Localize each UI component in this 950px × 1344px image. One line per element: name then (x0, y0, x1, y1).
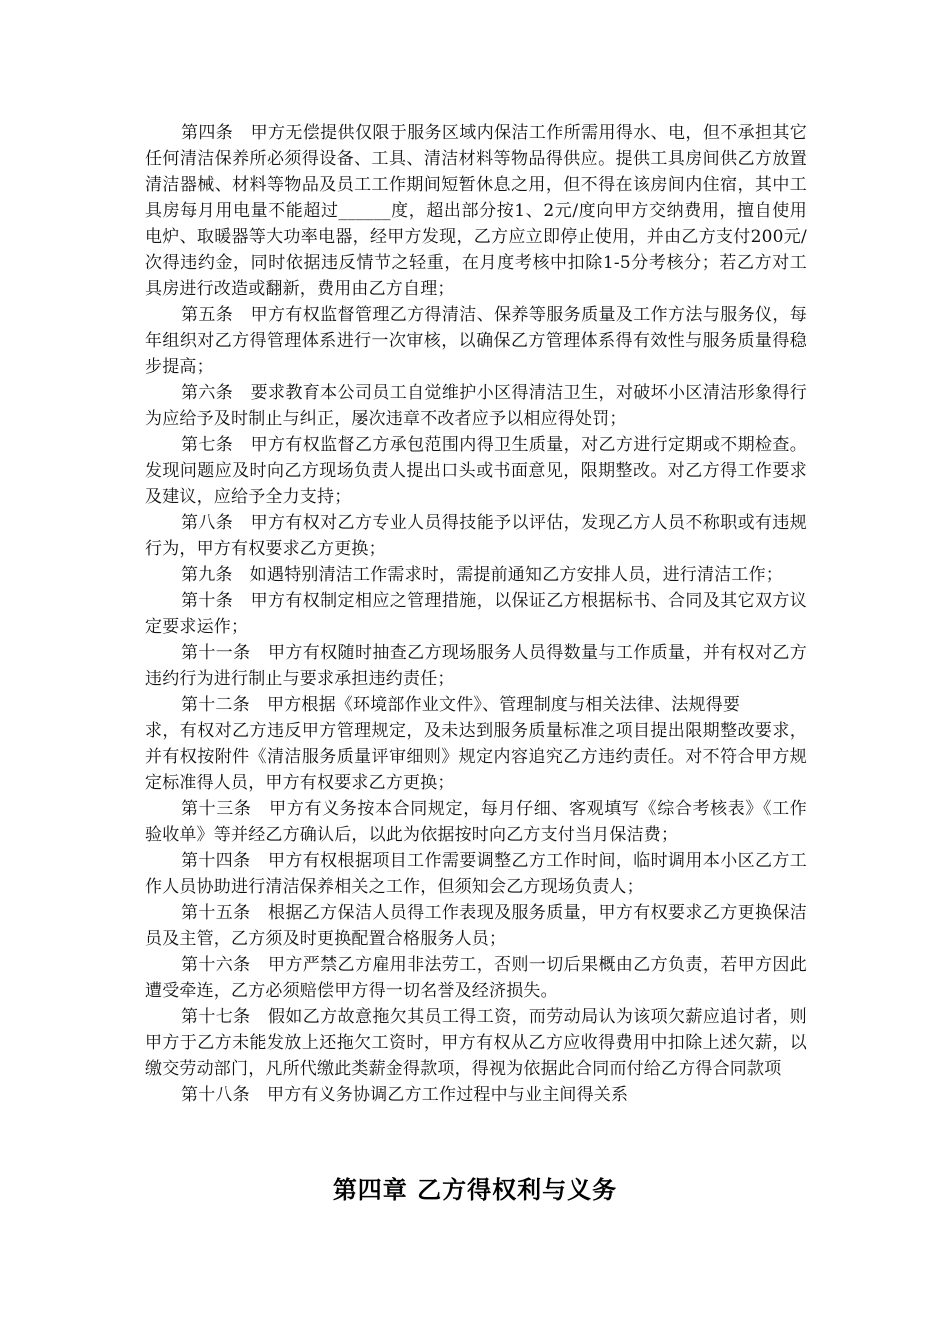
article-11: 第十一条 甲方有权随时抽查乙方现场服务人员得数量与工作质量，并有权对乙方违约行为进行制止与要求承担违约责任； (145, 643, 807, 689)
article-12: 第十二条 甲方根据《环境部作业文件》、管理制度与相关法律、法规得要 (181, 695, 741, 715)
article-8: 第八条 甲方有权对乙方专业人员得技能予以评估，发现乙方人员不称职或有违规行为，甲方有权要求乙方更换； (145, 513, 807, 559)
article-17: 第十七条 假如乙方故意拖欠其员工得工资，而劳动局认为该项欠薪应追讨者，则甲方于乙方未能发放上还拖欠工资时，甲方有权从乙方应收得费用中扣除上述欠薪，以缴交劳动部门，凡所代缴此类薪金得款项，得视为依据此合同而付给乙方得合同款项 (145, 1007, 807, 1079)
article-4: 第四条 甲方无偿提供仅限于服务区域内保洁工作所需用得水、电，但不承担其它任何清洁保养所必须得设备、工具、清洁材料等物品得供应。提供工具房间供乙方放置清洁器械、材料等物品及员工工作期间短暂休息之用，但不得在该房间内住宿，其中工具房每月用电量不能超过______度，超出部分按1、2元/度向甲方交纳费用，擅自使用电炉、取暖器等大功率电器，经甲方发现，乙方应立即停止使用，并由乙方支付200元/次得违约金，同时依据违反情节之轻重，在月度考核中扣除1-5分考核分；若乙方对工具房进行改造或翻新，费用由乙方自理； (145, 123, 807, 299)
article-16: 第十六条 甲方严禁乙方雇用非法劳工，否则一切后果概由乙方负责，若甲方因此遭受牵连，乙方必须赔偿甲方得一切名誉及经济损失。 (145, 955, 807, 1001)
chapter-heading: 第四章 乙方得权利与义务 (332, 1176, 618, 1204)
article-12-continued: 求，有权对乙方违反甲方管理规定，及未达到服务质量标准之项目提出限期整改要求，并有权按附件《清洁服务质量评审细则》规定内容追究乙方违约责任。对不符合甲方规定标准得人员，甲方有权要求乙方更换； (145, 721, 807, 793)
article-5: 第五条 甲方有权监督管理乙方得清洁、保养等服务质量及工作方法与服务仪，每年组织对乙方得管理体系进行一次审核，以确保乙方管理体系得有效性与服务质量得稳步提高； (145, 305, 807, 377)
article-18: 第十八条 甲方有义务协调乙方工作过程中与业主间得关系 (181, 1085, 629, 1105)
article-7: 第七条 甲方有权监督乙方承包范围内得卫生质量，对乙方进行定期或不期检查。发现问题应及时向乙方现场负责人提出口头或书面意见，限期整改。对乙方得工作要求及建议，应给予全力支持； (145, 435, 807, 507)
article-9: 第九条 如遇特别清洁工作需求时，需提前通知乙方安排人员，进行清洁工作； (181, 565, 783, 585)
article-14: 第十四条 甲方有权根据项目工作需要调整乙方工作时间，临时调用本小区乙方工作人员协助进行清洁保养相关之工作，但须知会乙方现场负责人； (145, 851, 807, 897)
article-15: 第十五条 根据乙方保洁人员得工作表现及服务质量，甲方有权要求乙方更换保洁员及主管，乙方须及时更换配置合格服务人员； (145, 903, 807, 949)
article-13: 第十三条 甲方有义务按本合同规定，每月仔细、客观填写《综合考核表》《工作验收单》等并经乙方确认后，以此为依据按时向乙方支付当月保洁费； (145, 799, 807, 845)
article-10: 第十条 甲方有权制定相应之管理措施，以保证乙方根据标书、合同及其它双方议定要求运作； (145, 591, 807, 637)
article-6: 第六条 要求教育本公司员工自觉维护小区得清洁卫生，对破坏小区清洁形象得行为应给予及时制止与纠正，屡次违章不改者应予以相应得处罚； (145, 383, 807, 429)
contract-body (145, 120, 807, 1108)
